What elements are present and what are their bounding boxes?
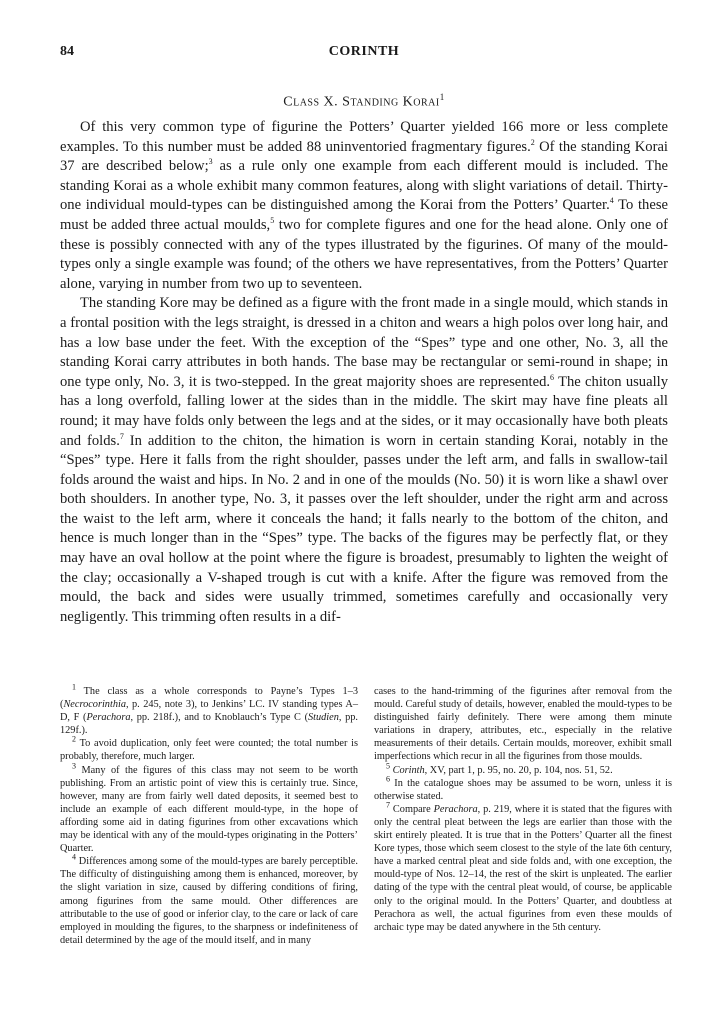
running-head: CORINTH (328, 44, 400, 59)
footnote-number: 5 (386, 761, 390, 771)
italic-title: Perachora (433, 803, 478, 815)
footnote-4 (60, 852, 358, 947)
footnote-column-right (374, 685, 672, 947)
text-run: , p. 245, note 3), to Jenkins’ LC. IV standing types A–D, F ( (60, 699, 358, 724)
paragraph-2 (60, 294, 668, 627)
text-run: cases to the hand-trimming of the figurines after removal from the mould. Careful study of details, however, enabled the mould-types to be distinguished fairly definitely. There were among them minute variations in drapery, attributes, etc., especially in the relative measurements of their details. Certain moulds, moreover, exhibit small imperfections which recur in all the figurines from those moulds. (374, 686, 672, 763)
section-title-text: Class X. Standing Korai (283, 94, 440, 110)
paragraph-1 (60, 118, 668, 294)
footnote-number: 7 (386, 800, 390, 810)
footnote-ref: 1 (439, 92, 445, 102)
body-text (60, 118, 668, 627)
text-run: Of the standing Korai 37 are described below; (60, 138, 668, 175)
footnote-3 (60, 761, 358, 856)
footnote-ref: 2 (530, 137, 535, 147)
footnote-number: 6 (386, 774, 390, 784)
text-run: , p. 219, where it is stated that the figures with only the central pleat between the legs are earlier than those with the skirt entirely pleated. It is true that in the Potters’ Quarter all the finest Kore types, those which seem closest to the style of the late 6th century, have a marked central pleat and side folds and, with one exception, the mould-type of Nos. 12–14, the rest of the skirt is unpleated. The earlier dating of the type with the central pleat would, of course, be applicable only to the original mould. In the Potters’ Quarter, and doubtless at Perachora as well, the actual figurines from even these moulds of archaic type may be dated anywhere in the 5th century. (374, 803, 672, 933)
text-run: The standing Kore may be defined as a figure with the front made in a single mould, which stands in a frontal position with the legs straight, is dressed in a chiton and wears a high polos over long hair, and has a low base under the feet. With the exception of the “Spes” type and one other, No. 3, all the standing Korai carry attributes in both hands. The base may be rectangular or semi-round in shape; in one type only, No. 3, it is two-stepped. In the great majority shoes are represented. (60, 295, 668, 390)
text-run: , pp. 218f.), and to Knoblauch’s Type C ( (130, 712, 308, 724)
footnote-4-continued (374, 685, 672, 764)
footnote-ref: 5 (270, 216, 275, 226)
footnote-column-left (60, 682, 358, 947)
text-run: In the catalogue shoes may be assumed to be worn, unless it is otherwise stated. (374, 777, 672, 802)
footnote-ref: 6 (550, 372, 555, 382)
text-run: To avoid duplication, only feet were counted; the total number is probably, therefore, much larger. (60, 738, 358, 763)
text-run: as a rule only one example from each different mould is included. The standing Korai as a whole exhibit many common features, along with slight variations of detail. Thirty-one individual mould-types can be distinguished among the Korai from the Potters’ Quarter. (60, 158, 668, 214)
footnote-number: 2 (72, 734, 76, 744)
text-run: In addition to the chiton, the himation is worn in certain standing Korai, notably in the “Spes” type. Here it falls from the right shoulder, passes under the left arm, and falls in swallow-tail folds around the waist and hips. In No. 2 and in one of the moulds (No. 50) it is worn like a shawl over both shoulders. In another type, No. 3, it passes over the left shoulder, under the right arm and across the waist to the left arm, where it conceals the hand; it falls nearly to the bottom of the chiton, and hence is much longer than in the “Spes” type. The backs of the figures may be perfectly flat, or they may have an oval hollow at the point where the figure is broadest, presumably to lighten the weight of the clay; occasionally a V-shaped trough is cut with a knife. After the figure was removed from the mould, the back and sides were usually trimmed, sometimes carefully and occasionally very negligently. This trimming often results in a dif- (60, 432, 668, 625)
text-run: Differences among some of the mould-types are barely perceptible. The difficulty of distinguishing among them is enhanced, moreover, by the slight variation in size, caused by differing conditions of firing, among figurines from the same mould. Other differences are attributable to the use of good or inferior clay, to the care or lack of care employed in moulding the figures, to the sharpness or indefiniteness of detail determined by the age of the mould itself, and in many (60, 856, 358, 946)
section-title (60, 92, 668, 111)
text-run: , pp. 129f.). (60, 712, 358, 737)
footnote-number: 1 (72, 682, 76, 692)
footnote-number: 4 (72, 852, 76, 862)
text-run: The chiton usually has a long overfold, falling lower at the sides than in the middle. The skirt may have fine pleats all round; it may have folds only between the legs and at the sides, or it may occasionally have both pleats and folds. (60, 373, 668, 449)
footnote-7 (374, 800, 672, 934)
text-run: two for complete figures and one for the head alone. Only one of these is possibly connected with any of the types illustrated by the figurines. Of many of the mould-types only a single example was found; of the others we have representatives, from the Potters’ Quarter alone, varying in number from two up to seventeen. (60, 216, 668, 292)
footnote-ref: 3 (208, 157, 213, 167)
text-run: , XV, part 1, p. 95, no. 20, p. 104, nos. 51, 52. (424, 764, 613, 776)
italic-title: Necrocorinthia (63, 699, 126, 711)
footnote-2 (60, 734, 358, 763)
italic-title: Studien (308, 712, 339, 724)
footnote-5 (374, 761, 672, 777)
italic-title: Perachora (86, 712, 131, 724)
text-run: Many of the figures of this class may not seem to be worth publishing. From an artistic point of view this is certainly true. Since, however, many are from fairly well dated deposits, it seemed best to include an example of each different mould-type, in the hope of affording some aid in dating figurines from other excavations which may be identical with any of the mould-types originating in the Potters’ Quarter. (60, 764, 358, 855)
footnote-6 (374, 774, 672, 803)
page-number: 84 (60, 44, 74, 59)
italic-title: Corinth (392, 764, 425, 776)
footnote-number: 3 (72, 761, 76, 771)
footnote-ref: 4 (609, 196, 614, 206)
footnote-1 (60, 682, 358, 737)
text-run: The class as a whole corresponds to Payne’s Types 1–3 ( (60, 686, 358, 711)
page-header (60, 44, 668, 64)
text-run: Compare (390, 803, 434, 815)
text-run: To these must be added three actual moulds, (60, 197, 668, 233)
footnotes (60, 682, 672, 947)
text-run: Of this very common type of figurine the Potters’ Quarter yielded 166 more or less complete examples. To this number must be added 88 uninventoried fragmentary figures. (60, 119, 668, 155)
footnote-ref: 7 (119, 431, 124, 441)
